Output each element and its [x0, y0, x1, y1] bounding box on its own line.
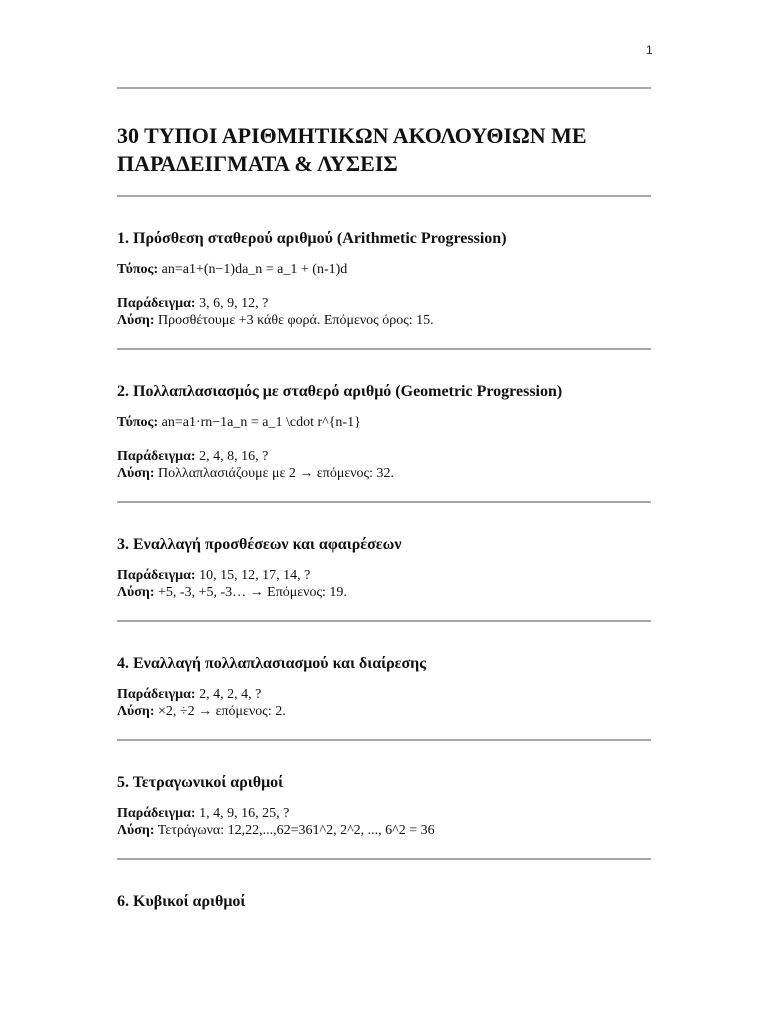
- example-line: [117, 295, 651, 312]
- example-line: [117, 567, 651, 584]
- section-2: [117, 350, 651, 501]
- example-line: [117, 448, 651, 465]
- section-heading: 5. Τετραγωνικοί αριθμοί: [117, 774, 284, 791]
- solution-label: Λύση:: [117, 466, 155, 481]
- section-1: [117, 197, 651, 348]
- section-heading: 1. Πρόσθεση σταθερού αριθμού (Arithmetic Progression): [117, 230, 507, 247]
- solution-value: ×2, ÷2 → επόμενος: 2.: [158, 704, 286, 719]
- example-value: 2, 4, 8, 16, ?: [199, 449, 269, 464]
- example-label: Παράδειγμα:: [117, 296, 196, 311]
- solution-label: Λύση:: [117, 313, 155, 328]
- example-line: [117, 686, 651, 703]
- section-heading: 2. Πολλαπλασιασμός με σταθερό αριθμό (Geometric Progression): [117, 383, 563, 400]
- type-formula: an=a1·rn−1a_n = a_1 \cdot r^{n-1}: [161, 415, 361, 430]
- solution-line: [117, 465, 651, 482]
- solution-value: +5, -3, +5, -3… → Επόμενος: 19.: [158, 585, 347, 600]
- solution-line: [117, 584, 651, 601]
- solution-line: [117, 703, 651, 720]
- example-value: 2, 4, 2, 4, ?: [199, 687, 262, 702]
- example-value: 1, 4, 9, 16, 25, ?: [199, 806, 290, 821]
- example-label: Παράδειγμα:: [117, 568, 196, 583]
- example-line: [117, 805, 651, 822]
- example-label: Παράδειγμα:: [117, 806, 196, 821]
- solution-value: Τετράγωνα: 12,22,...,62=361^2, 2^2, ..., 6^2 = 36: [157, 823, 435, 838]
- example-value: 3, 6, 9, 12, ?: [199, 296, 269, 311]
- type-line: [117, 414, 651, 431]
- solution-label: Λύση:: [117, 823, 155, 838]
- document-body: [117, 87, 651, 943]
- section-6: [117, 860, 651, 943]
- document-title: 30 ΤΥΠΟΙ ΑΡΙΘΜΗΤΙΚΩΝ ΑΚΟΛΟΥΘΙΩΝ ΜΕ ΠΑΡΑΔΕΙΓΜΑΤΑ & ΛΥΣΕΙΣ: [117, 123, 587, 176]
- solution-label: Λύση:: [117, 704, 155, 719]
- section-heading: 6. Κυβικοί αριθμοί: [117, 893, 246, 910]
- solution-value: Πολλαπλασιάζουμε με 2 → επόμενος: 32.: [158, 466, 394, 481]
- example-label: Παράδειγμα:: [117, 687, 196, 702]
- solution-label: Λύση:: [117, 585, 155, 600]
- section-heading: 3. Εναλλαγή προσθέσεων και αφαιρέσεων: [117, 536, 402, 553]
- section-heading: 4. Εναλλαγή πολλαπλασιασμού και διαίρεσης: [117, 655, 427, 672]
- page-number: 1: [646, 43, 653, 57]
- type-label: Τύπος:: [117, 262, 159, 277]
- example-label: Παράδειγμα:: [117, 449, 196, 464]
- example-value: 10, 15, 12, 17, 14, ?: [199, 568, 311, 583]
- solution-line: [117, 822, 651, 839]
- type-line: [117, 261, 651, 278]
- section-3: [117, 503, 651, 620]
- section-5: [117, 741, 651, 858]
- solution-line: [117, 312, 651, 329]
- section-4: [117, 622, 651, 739]
- type-formula: an=a1+(n−1)da_n = a_1 + (n-1)d: [161, 262, 348, 277]
- divider: [117, 87, 651, 89]
- type-label: Τύπος:: [117, 415, 159, 430]
- solution-value: Προσθέτουμε +3 κάθε φορά. Επόμενος όρος: 15.: [158, 313, 434, 328]
